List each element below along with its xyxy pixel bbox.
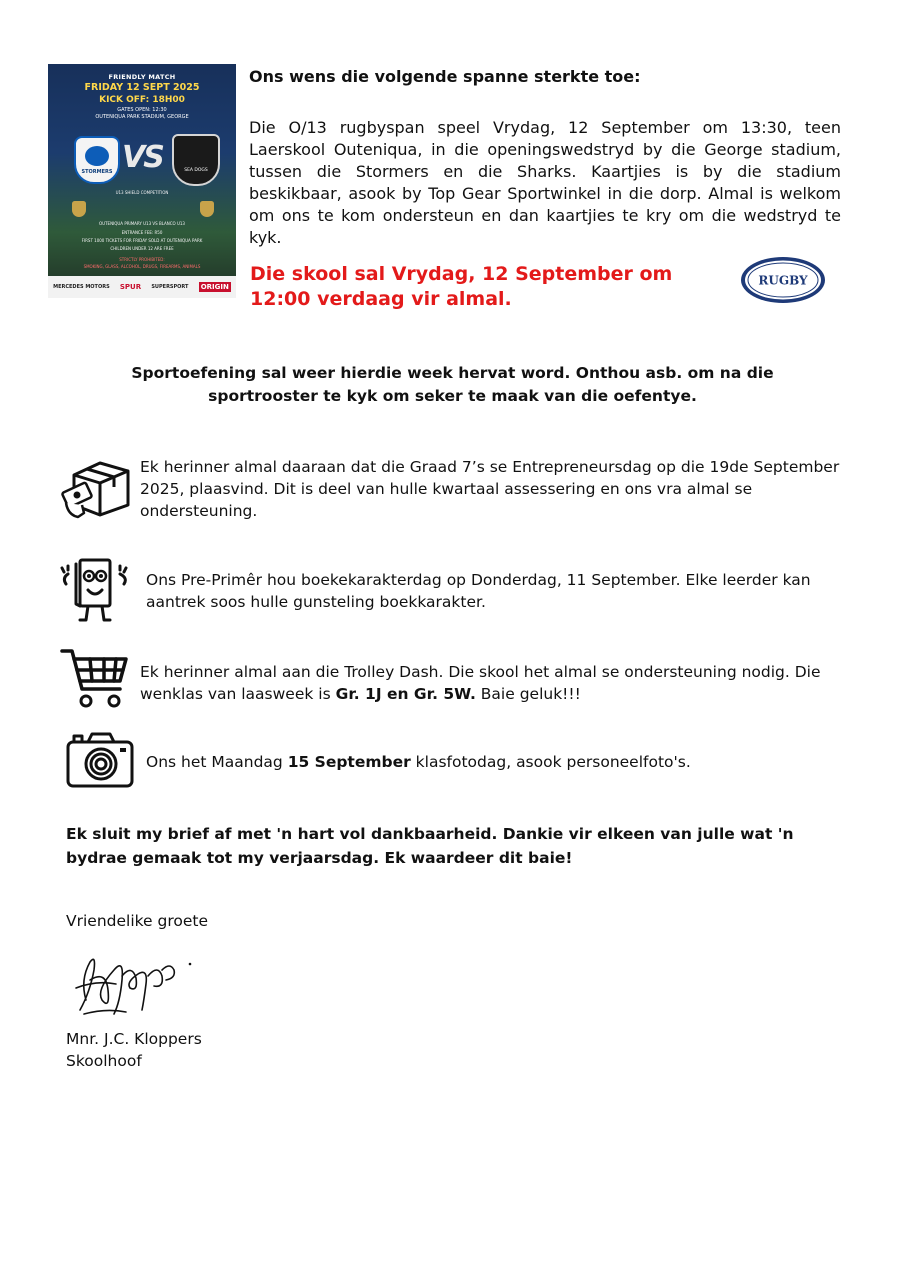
greeting: Vriendelike groete — [66, 912, 209, 930]
wish-heading: Ons wens die volgende spanne sterkte toe: — [249, 67, 641, 86]
poster-friendly: FRIENDLY MATCH — [108, 73, 176, 81]
book-character-icon — [58, 554, 132, 626]
poster-date: FRIDAY 12 SEPT 2025 — [84, 82, 200, 93]
poster-info5: CHILDREN UNDER 12 ARE FREE — [110, 246, 174, 251]
rugby-ball-logo — [740, 255, 826, 305]
trolley-dash-text-a: Ek herinner almal aan die Trolley Dash. Die skool het almal se ondersteuning nodig. Die wenklas van laasweek is — [140, 663, 821, 703]
winning-classes: Gr. 1J en Gr. 5W. — [335, 685, 476, 703]
poster-info3: ENTRANCE FEE: R50 — [121, 230, 163, 235]
closing-paragraph: Ek sluit my brief af met 'n hart vol dankbaarheid. Dankie vir elkeen van julle wat 'n bydrae gemaak tot my verjaarsdag. Ek waardeer dit baie! — [66, 825, 794, 867]
school-crest-left — [72, 201, 86, 217]
poster-info7: SMOKING, GLASS, ALCOHOL, DRUGS, FIREARMS, ANIMALS — [83, 264, 201, 269]
sponsor-bar — [48, 276, 236, 298]
photo-day-text-b: klasfotodag, asook personeelfoto's. — [410, 753, 691, 771]
poster-vs: VS — [122, 140, 163, 175]
signature — [66, 940, 196, 1030]
sponsor-4: ORIGIN — [200, 283, 229, 291]
sponsor-1: MERCEDES MOTORS — [53, 284, 110, 290]
early-close-notice: Die skool sal Vrydag, 12 September om 12:00 verdaag vir almal. — [250, 263, 673, 310]
principal-title: Skoolhoof — [66, 1052, 142, 1070]
rugby-paragraph: Die O/13 rugbyspan speel Vrydag, 12 September om 13:30, teen Laerskool Outeniqua, in die openingswedstryd by die George stadium, tussen die Stormers en die Sharks. Kaartjies is by die stadium beskikbaar, asook by Top Gear Sportwinkel in die dorp. Almal is welkom om ons te kom ondersteun en dan kaartjies te kry om die wedstryd te kyk. — [249, 118, 841, 247]
entrepreneur-day-text: Ek herinner almal daaraan dat die Graad 7’s se Entrepreneursdag op die 19de September 2025, plaasvind. Dit is deel van hulle kwartaal assessering en ons vra almal se ondersteuning. — [140, 458, 840, 520]
shopping-cart-icon — [60, 647, 130, 711]
rugby-logo-text: RUGBY — [758, 273, 808, 288]
photo-day-date: 15 September — [287, 753, 411, 771]
principal-name: Mnr. J.C. Kloppers — [66, 1030, 202, 1048]
signatory — [66, 1028, 202, 1072]
sea-dogs-crest — [172, 134, 220, 186]
camera-icon — [66, 730, 136, 790]
photo-day-text-a: Ons het Maandag — [146, 753, 288, 771]
poster-venue: OUTENIQUA PARK STADIUM, GEORGE — [95, 114, 189, 120]
book-character-day-text: Ons Pre-Primêr hou boekekarakterdag op Donderdag, 11 September. Elke leerder kan aantrek soos hulle gunsteling boekkarakter. — [146, 571, 811, 611]
trolley-dash-text — [140, 661, 840, 705]
sport-notice: Sportoefening sal weer hierdie week hervat word. Onthou asb. om na die sportrooster te kyk om seker te maak van die oefentye. — [131, 364, 774, 405]
photo-day-text — [146, 751, 846, 773]
stormers-crest — [74, 136, 120, 184]
poster-info1: U13 SHIELD COMPETITION — [115, 190, 169, 195]
poster-info4: FIRST 1000 TICKETS FOR FRIDAY SOLD AT OUTENIQUA PARK — [81, 238, 203, 243]
poster-team-right: SEA DOGS — [184, 168, 208, 173]
trolley-dash-text-b: Baie geluk!!! — [475, 685, 581, 703]
poster-kickoff: KICK OFF: 18H00 — [99, 95, 185, 105]
school-crest-right — [200, 201, 214, 217]
box-money-icon — [60, 453, 134, 521]
poster-gates: GATES OPEN: 12:30 — [117, 107, 167, 113]
sponsor-3: SUPERSPORT — [151, 284, 189, 290]
poster-info2: OUTENIQUA PRIMARY U13 VS BLANCO U13 — [99, 221, 185, 226]
sponsor-2: SPUR — [119, 283, 142, 291]
poster-team-left: STORMERS — [81, 169, 113, 175]
match-poster — [48, 64, 236, 298]
poster-info6: STRICTLY PROHIBITED: — [119, 257, 165, 262]
